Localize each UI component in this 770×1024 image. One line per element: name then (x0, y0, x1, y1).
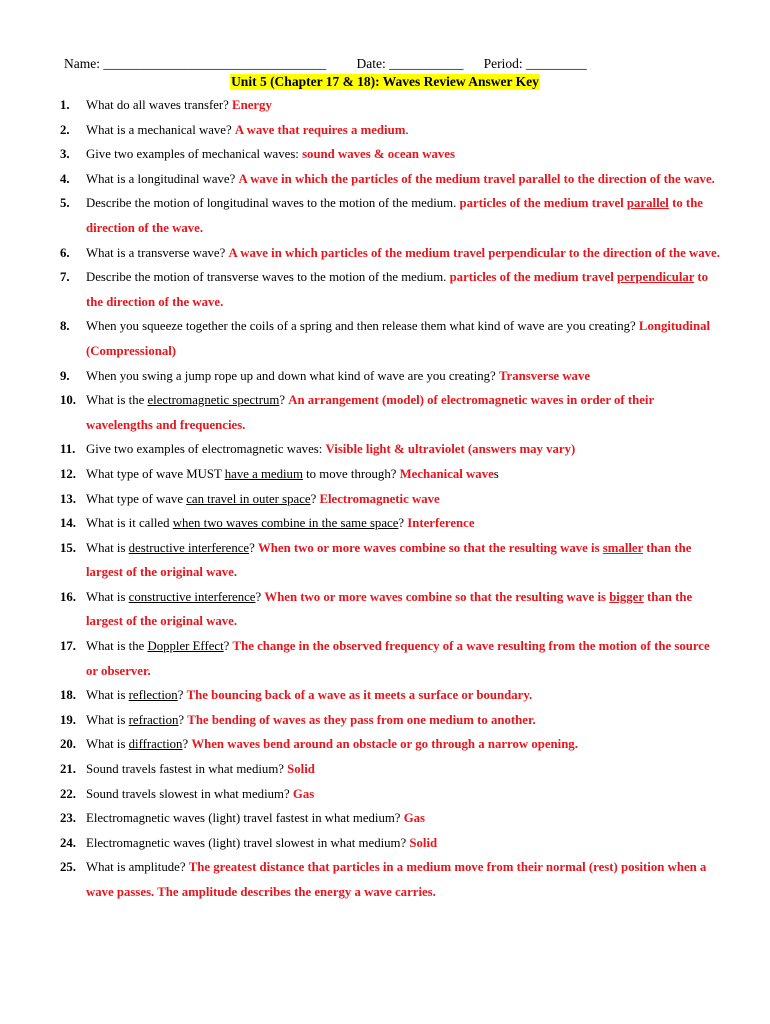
key-term: diffraction (128, 737, 183, 752)
question-text: ? (279, 393, 289, 408)
period-label: Period: (483, 56, 523, 71)
question-text: Give two examples of mechanical waves: (86, 147, 303, 162)
question-item (60, 585, 720, 634)
question-text: Electromagnetic waves (light) travel fastest in what medium? (86, 811, 404, 826)
question-text: What is (86, 712, 129, 727)
question-number: 1. (60, 98, 70, 112)
question-text: What do all waves transfer? (86, 98, 233, 112)
key-term: constructive interference (128, 589, 256, 604)
answer-text: Visible light & ultraviolet (answers may vary) (325, 442, 576, 457)
question-item (60, 511, 720, 536)
question-number: 13. (60, 491, 76, 506)
answer-text: An arrangement (model) of electromagnetic waves in order of their wavelengths and frequencies. (86, 393, 654, 432)
answer-text: The greatest distance that particles in a medium move from their normal (rest) position when a wave passes. The amplitude describes the energy a wave carries. (86, 860, 707, 899)
question-item (60, 782, 720, 807)
answer-text: When two or more waves combine so that the resulting wave is (264, 589, 610, 604)
answer-text: Longitudinal (Compressional) (86, 319, 711, 358)
question-item (60, 536, 720, 585)
key-term: reflection (128, 688, 178, 703)
question-item (60, 364, 720, 389)
answer-text: to the direction of the wave. (86, 270, 709, 309)
date-label: Date: (356, 56, 386, 71)
key-term: electromagnetic spectrum (147, 393, 280, 408)
question-number: 23. (60, 811, 76, 826)
question-number: 20. (60, 737, 76, 752)
answer-text: Transverse wave (498, 368, 591, 383)
question-number: 17. (60, 639, 76, 654)
question-item (60, 634, 720, 683)
answer-text: Mechanical wave (399, 466, 494, 481)
question-text: What is (86, 737, 129, 752)
answer-text: to the direction of the wave. (86, 196, 703, 235)
name-label: Name: (64, 56, 100, 71)
question-item (60, 708, 720, 733)
question-item (60, 167, 720, 192)
answer-text: than the largest of the original wave. (86, 540, 692, 580)
question-text: . (405, 122, 409, 137)
question-text: What is a longitudinal wave? (86, 171, 239, 186)
question-text: What is the (86, 393, 148, 408)
question-text: ? (249, 540, 258, 555)
answer-text: particles of the medium travel (449, 270, 617, 285)
question-text: s (493, 466, 499, 481)
question-number: 15. (60, 540, 76, 555)
question-item (60, 732, 720, 757)
question-number: 12. (60, 466, 76, 481)
answer-text: The change in the observed frequency of a wave resulting from the motion of the source or observer. (86, 639, 710, 678)
answer-text: The bending of waves as they pass from one medium to another. (187, 712, 536, 727)
question-number: 10. (60, 393, 76, 408)
question-number: 14. (60, 516, 76, 531)
question-text: Electromagnetic waves (light) travel slowest in what medium? (86, 835, 410, 850)
question-text: Sound travels slowest in what medium? (86, 786, 293, 801)
question-number: 3. (60, 147, 70, 162)
question-text: When you swing a jump rope up and down what kind of wave are you creating? (86, 368, 499, 383)
question-item (60, 831, 720, 856)
name-blank: _________________________________ (103, 56, 327, 71)
question-text: What is (86, 589, 129, 604)
question-text: What type of wave MUST (86, 466, 225, 481)
question-text: What is (86, 540, 129, 555)
question-text: Sound travels fastest in what medium? (86, 762, 288, 777)
question-item (60, 118, 720, 143)
question-text: What is a mechanical wave? (86, 122, 235, 137)
answer-text: Gas (292, 786, 315, 801)
question-text: What is it called (86, 516, 173, 531)
question-number: 4. (60, 171, 70, 186)
key-term: refraction (128, 712, 179, 727)
question-number: 9. (60, 368, 70, 383)
question-item (60, 757, 720, 782)
question-text: When you squeeze together the coils of a spring and then release them what kind of wave are you creating? (86, 319, 639, 334)
answer-text: bigger (609, 589, 644, 604)
question-item (60, 265, 720, 314)
answer-text: Interference (407, 516, 475, 531)
question-text: ? (255, 589, 265, 604)
question-text: ? (177, 688, 187, 703)
question-number: 18. (60, 688, 76, 703)
question-number: 25. (60, 860, 76, 875)
question-item (60, 806, 720, 831)
question-text: ? (178, 712, 188, 727)
answer-text: A wave that requires a medium (234, 122, 406, 137)
question-text: What is the (86, 639, 148, 654)
question-text: Describe the motion of longitudinal waves to the motion of the medium. (86, 196, 460, 211)
question-item (60, 855, 720, 904)
question-text: What is a transverse wave? (86, 245, 229, 260)
answer-text: When two or more waves combine so that the resulting wave is (257, 540, 603, 555)
key-term: when two waves combine in the same space (172, 516, 399, 531)
answer-text: Energy (232, 98, 272, 112)
question-item (60, 462, 720, 487)
question-item (60, 142, 720, 167)
question-text: Give two examples of electromagnetic waves: (86, 442, 326, 457)
question-item (60, 683, 720, 708)
answer-text: Solid (409, 835, 438, 850)
question-item (60, 93, 720, 118)
answer-text: parallel (626, 196, 669, 211)
question-item (60, 241, 720, 266)
answer-text: The bouncing back of a wave as it meets a surface or boundary. (186, 688, 533, 703)
answer-text: particles of the medium travel (459, 196, 627, 211)
answer-text: When waves bend around an obstacle or go through a narrow opening. (191, 737, 578, 752)
answer-text: than the largest of the original wave. (86, 589, 693, 629)
question-text: ? (310, 491, 320, 506)
question-number: 24. (60, 835, 76, 850)
question-item (60, 191, 720, 240)
title-container (0, 73, 770, 91)
answer-text: Gas (403, 811, 426, 826)
question-item (60, 388, 720, 437)
question-number: 21. (60, 762, 76, 777)
question-item (60, 314, 720, 363)
question-list (60, 93, 720, 905)
question-text: ? (398, 516, 408, 531)
header-line (64, 56, 744, 72)
question-number: 22. (60, 786, 76, 801)
key-term: have a medium (224, 466, 303, 481)
question-text: ? (182, 737, 192, 752)
question-text: ? (223, 639, 233, 654)
question-number: 8. (60, 319, 70, 334)
question-text: What is (86, 688, 129, 703)
date-blank: ___________ (389, 56, 464, 71)
question-number: 11. (60, 442, 76, 457)
answer-text: Solid (287, 762, 315, 777)
question-text: What is amplitude? (86, 860, 189, 875)
answer-text: A wave in which the particles of the medium travel parallel to the direction of the wave. (238, 171, 715, 186)
question-number: 7. (60, 270, 70, 285)
key-term: can travel in outer space (186, 491, 311, 506)
answer-text: A wave in which particles of the medium travel perpendicular to the direction of the wave. (228, 245, 720, 260)
question-number: 6. (60, 245, 70, 260)
question-number: 5. (60, 196, 70, 211)
question-item (60, 487, 720, 512)
page-title: Unit 5 (Chapter 17 & 18): Waves Review Answer Key (231, 74, 539, 89)
answer-text: sound waves & ocean waves (302, 147, 455, 162)
question-number: 16. (60, 589, 76, 604)
key-term: Doppler Effect (147, 639, 224, 654)
key-term: destructive interference (128, 540, 250, 555)
question-text: to move through? (302, 466, 400, 481)
answer-text: smaller (602, 540, 644, 555)
question-number: 19. (60, 712, 76, 727)
question-text: Describe the motion of transverse waves to the motion of the medium. (86, 270, 450, 285)
question-item (60, 437, 720, 462)
answer-text: perpendicular (616, 270, 695, 285)
answer-text: Electromagnetic wave (319, 491, 440, 506)
question-text: What type of wave (86, 491, 187, 506)
period-blank: _________ (526, 56, 587, 71)
question-number: 2. (60, 122, 70, 137)
